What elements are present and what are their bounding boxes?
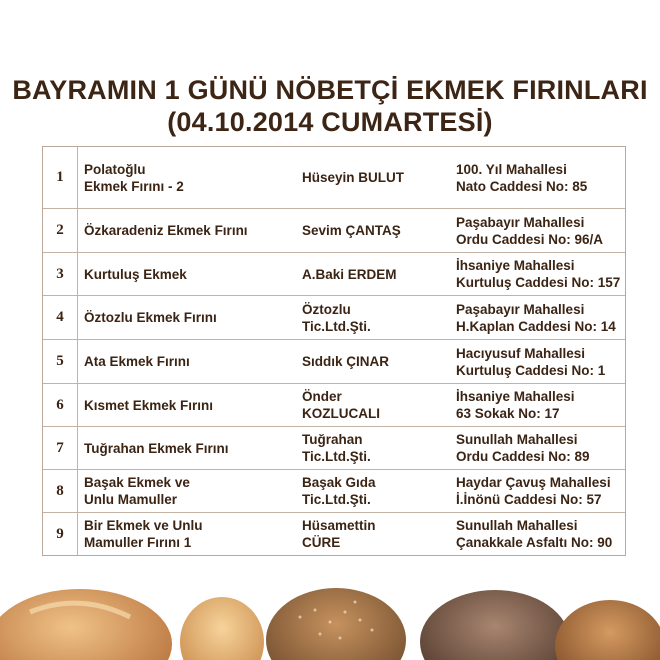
bakery-address: Sunullah Mahallesi Ordu Caddesi No: 89	[456, 432, 590, 464]
row-number: 7	[43, 427, 78, 469]
bakery-address: Paşabayır Mahallesi H.Kaplan Caddesi No: 14	[456, 301, 616, 334]
bakery-name: Polatoğlu Ekmek Fırını - 2	[84, 161, 184, 194]
bakery-name: Kurtuluş Ekmek	[84, 266, 187, 282]
bakery-owner: Başak Gıda Tic.Ltd.Şti.	[302, 475, 376, 507]
row-number: 9	[43, 513, 78, 555]
page-title	[0, 74, 660, 138]
table-row	[43, 384, 625, 427]
bakery-name: Bir Ekmek ve Unlu Mamuller Fırını 1	[84, 518, 203, 550]
row-number: 2	[43, 209, 78, 252]
bakery-owner: Hüseyin BULUT	[302, 170, 405, 185]
bakery-table	[42, 146, 626, 556]
table-row	[43, 296, 625, 340]
bakery-owner: Önder KOZLUCALI	[302, 389, 380, 421]
bakery-name: Öztozlu Ekmek Fırını	[84, 310, 217, 325]
bakery-owner: Hüsamettin CÜRE	[302, 518, 376, 550]
row-number: 3	[43, 253, 78, 295]
bakery-address: Hacıyusuf Mahallesi Kurtuluş Caddesi No: 1	[456, 345, 606, 378]
bakery-address: İhsaniye Mahallesi 63 Sokak No: 17	[456, 389, 575, 421]
row-number: 1	[43, 147, 78, 208]
title-line-2: (04.10.2014 CUMARTESİ)	[167, 107, 493, 137]
row-number: 4	[43, 296, 78, 339]
title-line-1: BAYRAMIN 1 GÜNÜ NÖBETÇİ EKMEK FIRINLARI	[12, 75, 648, 105]
bakery-name: Ata Ekmek Fırını	[84, 354, 190, 369]
bakery-name: Kısmet Ekmek Fırını	[84, 397, 214, 413]
bakery-owner: Tuğrahan Tic.Ltd.Şti.	[302, 432, 371, 464]
bakery-address: Sunullah Mahallesi Çanakkale Asfaltı No: 90	[456, 518, 613, 550]
table-row	[43, 340, 625, 384]
bakery-address: Haydar Çavuş Mahallesi İ.İnönü Caddesi No: 57	[456, 475, 611, 507]
bakery-owner: Sevim ÇANTAŞ	[302, 223, 401, 238]
table-row	[43, 209, 625, 253]
row-number: 5	[43, 340, 78, 383]
bakery-name: Özkaradeniz Ekmek Fırını	[84, 223, 248, 238]
table-row	[43, 147, 625, 209]
bread-illustration	[0, 572, 660, 660]
table-row	[43, 470, 625, 513]
bakery-address: 100. Yıl Mahallesi Nato Caddesi No: 85	[456, 161, 588, 194]
row-number: 6	[43, 384, 78, 426]
bakery-name: Başak Ekmek ve Unlu Mamuller	[84, 475, 190, 507]
bakery-owner: A.Baki ERDEM	[302, 266, 397, 282]
table-row	[43, 253, 625, 296]
bakery-address: İhsaniye Mahallesi Kurtuluş Caddesi No: 157	[456, 258, 621, 290]
bakery-name: Tuğrahan Ekmek Fırını	[84, 440, 229, 456]
bakery-address: Paşabayır Mahallesi Ordu Caddesi No: 96/A	[456, 214, 604, 247]
row-number: 8	[43, 470, 78, 512]
table-row	[43, 427, 625, 470]
bakery-owner: Öztozlu Tic.Ltd.Şti.	[302, 301, 371, 334]
bakery-owner: Sıddık ÇINAR	[302, 354, 390, 369]
table-row	[43, 513, 625, 555]
